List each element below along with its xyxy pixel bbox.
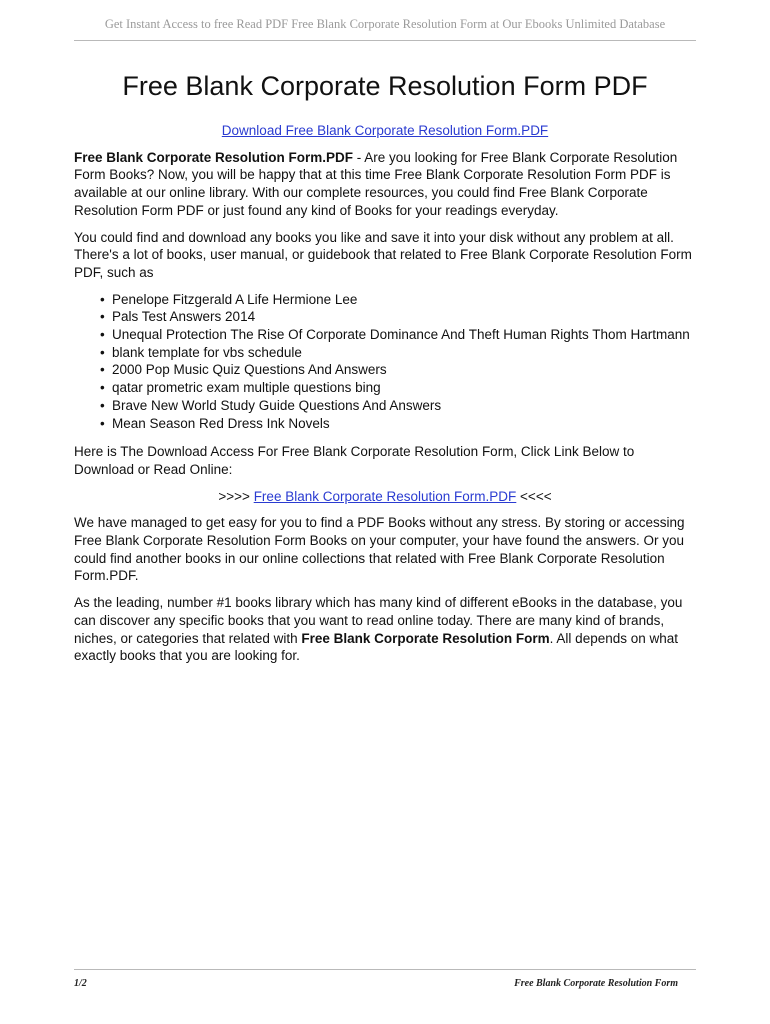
download-link-row bbox=[74, 122, 696, 140]
page-number: 1/2 bbox=[74, 978, 87, 989]
library-text-before: As the leading, number #1 books library which has many kind of different eBooks in the database, you can discover any specific books that you want to read online today. There are many kind of brands, niches, or categories that related with bbox=[74, 595, 683, 646]
page-title: Free Blank Corporate Resolution Form PDF bbox=[122, 71, 648, 101]
library-bold: Free Blank Corporate Resolution Form bbox=[301, 630, 550, 646]
intro-text: - Are you looking for Free Blank Corporate Resolution Form Books? Now, you will be happy that at this time Free Blank Corporate Resolution Form PDF is available at our online library. With our complete resources, you could find Free Blank Corporate Resolution Form PDF or just found any kind of Books for your readings everyday. bbox=[74, 149, 678, 218]
download-link[interactable]: Download Free Blank Corporate Resolution Form.PDF bbox=[221, 123, 549, 138]
document-body bbox=[74, 122, 696, 674]
list-item: • Brave New World Study Guide Questions And Answers bbox=[112, 397, 696, 415]
intro-bold: Free Blank Corporate Resolution Form.PDF bbox=[74, 149, 354, 165]
books-paragraph: You could find and download any books you like and save it into your disk without any problem at all. There's a lot of books, user manual, or guidebook that related to Free Blank Corporate Resolution Form PDF, such as bbox=[74, 229, 692, 280]
list-item: • Mean Season Red Dress Ink Novels bbox=[112, 415, 696, 433]
page-header: Get Instant Access to free Read PDF Free Blank Corporate Resolution Form at Our Ebooks Unlimited Database bbox=[104, 17, 666, 31]
library-text-after: . All depends on what exactly books that you are looking for. bbox=[74, 630, 679, 664]
list-item: • qatar prometric exam multiple questions bing bbox=[112, 379, 696, 397]
footer-divider bbox=[74, 969, 696, 970]
list-item: • Unequal Protection The Rise Of Corporate Dominance And Theft Human Rights Thom Hartmann bbox=[112, 326, 696, 344]
header-divider bbox=[74, 40, 696, 41]
access-link[interactable]: Free Blank Corporate Resolution Form.PDF bbox=[253, 488, 517, 504]
storage-paragraph: We have managed to get easy for you to find a PDF Books without any stress. By storing or accessing Free Blank Corporate Resolution Form Books on your computer, your have found the answers. Or you could find another books in our online collections that related with Free Blank Corporate Resolution Form.PDF. bbox=[74, 515, 685, 584]
access-paragraph: Here is The Download Access For Free Blank Corporate Resolution Form, Click Link Below to Download or Read Online: bbox=[74, 444, 635, 477]
list-item: • blank template for vbs schedule bbox=[112, 344, 696, 362]
access-link-row bbox=[74, 488, 696, 506]
footer-title: Free Blank Corporate Resolution Form bbox=[514, 978, 678, 989]
list-item: • 2000 Pop Music Quiz Questions And Answers bbox=[112, 361, 696, 379]
list-item: • Pals Test Answers 2014 bbox=[112, 308, 696, 326]
list-item: • Penelope Fitzgerald A Life Hermione Lee bbox=[112, 291, 696, 309]
access-link-suffix: <<<< bbox=[516, 488, 552, 504]
library-paragraph bbox=[74, 594, 696, 665]
access-link-prefix: >>>> bbox=[218, 488, 254, 504]
book-list bbox=[74, 291, 696, 433]
intro-paragraph bbox=[74, 149, 696, 220]
